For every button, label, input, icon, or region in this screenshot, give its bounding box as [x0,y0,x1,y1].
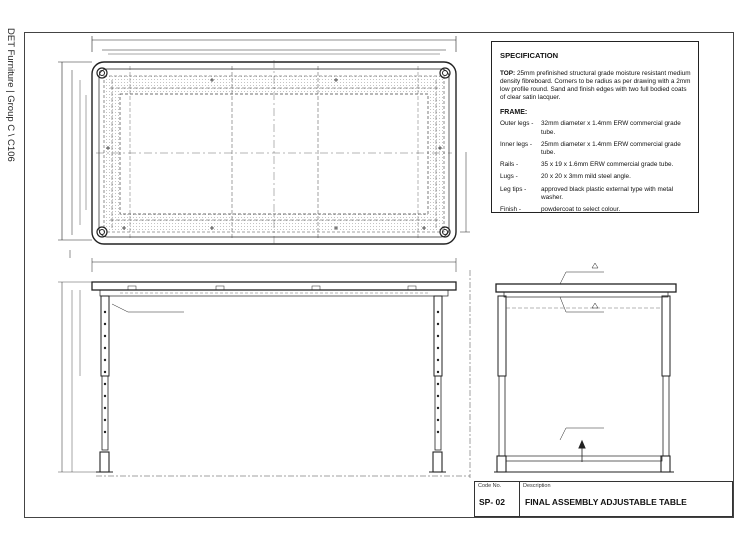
top-label: TOP: [500,69,516,77]
frame-item-value: 25mm diameter x 1.4mm ERW commercial grade tube. [541,140,681,156]
side-elevation [494,263,676,472]
plan-view [58,36,470,258]
frame-item [500,173,692,181]
frame-item-key: Rails - [500,161,519,169]
frame-item-value: 32mm diameter x 1.4mm ERW commercial grade tube. [541,120,681,136]
frame-item-key: Inner legs - [500,140,532,148]
frame-item-value: 20 x 20 x 3mm mild steel angle. [541,173,631,181]
front-elevation [58,258,470,478]
frame-item [500,206,692,214]
title-block [474,481,733,517]
description-label: Description [523,483,551,489]
frame-item-key: Leg tips - [500,185,527,193]
frame-item-key: Finish - [500,205,521,213]
frame-item-value: powdercoat to select colour. [541,205,621,213]
specification-panel [491,41,699,213]
frame-item-key: Outer legs - [500,120,534,128]
frame-item-key: Lugs - [500,173,518,181]
frame-item-value: approved black plastic external type with metal washer. [541,185,674,201]
code-number: SP- 02 [479,497,505,507]
frame-item [500,161,692,169]
frame-item [500,186,692,202]
top-text: 25mm prefinished structural grade moisture resistant medium density fibreboard. Corners to be radius as per drawing with a 2mm low profile round. Sand and finish edges with two full bodied coats of clear satin lacquer. [500,69,691,102]
drawing-description: FINAL ASSEMBLY ADJUSTABLE TABLE [525,497,687,507]
frame-item-value: 35 x 19 x 1.6mm ERW commercial grade tube. [541,161,674,169]
specification-top [500,70,692,103]
code-cell [475,482,520,516]
code-label: Code No. [478,483,502,489]
specification-heading: SPECIFICATION [500,51,559,60]
side-label-text: DET Furniture | Group C \ C106 [5,28,16,162]
frame-heading: FRAME: [500,109,528,117]
frame-item [500,120,692,136]
frame-item [500,141,692,157]
